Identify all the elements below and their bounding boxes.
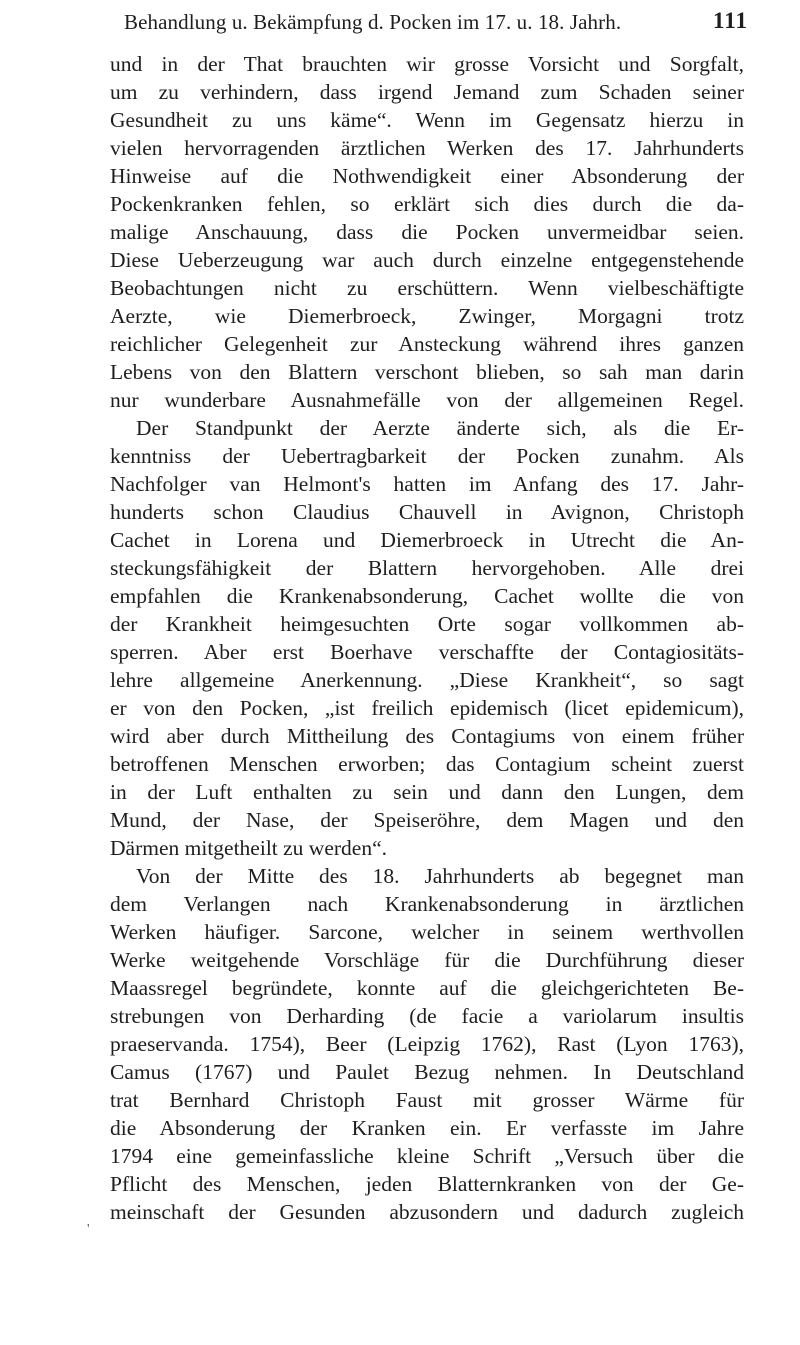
body-text: [110, 50, 744, 1226]
text-line: um zu verhindern, dass irgend Jemand zum Schaden seiner: [110, 80, 744, 104]
text-line: Werken häufiger. Sarcone, welcher in seinem werthvollen: [110, 920, 744, 944]
text-line: meinschaft der Gesunden abzusondern und dadurch zugleich: [110, 1200, 744, 1224]
text-line: Gesundheit zu uns käme“. Wenn im Gegensatz hierzu in: [110, 108, 744, 132]
text-line: reichlicher Gelegenheit zur Ansteckung während ihres ganzen: [110, 332, 744, 356]
text-line: dem Verlangen nach Krankenabsonderung in ärztlichen: [110, 892, 744, 916]
text-line: 1794 eine gemeinfassliche kleine Schrift „Versuch über die: [110, 1144, 744, 1168]
text-line: Hinweise auf die Nothwendigkeit einer Absonderung der: [110, 164, 744, 188]
text-line: vielen hervorragenden ärztlichen Werken des 17. Jahrhunderts: [110, 136, 744, 160]
text-line: kenntniss der Uebertragbarkeit der Pocken zunahm. Als: [110, 444, 744, 468]
text-line: Von der Mitte des 18. Jahrhunderts ab begegnet man: [136, 864, 744, 888]
page-number: 111: [713, 8, 748, 33]
text-line: Werke weitgehende Vorschläge für die Durchführung dieser: [110, 948, 744, 972]
text-line: praeservanda. 1754), Beer (Leipzig 1762), Rast (Lyon 1763),: [110, 1032, 744, 1056]
text-line: Nachfolger van Helmont's hatten im Anfang des 17. Jahr-: [110, 472, 744, 496]
text-line: nur wunderbare Ausnahmefälle von der allgemeinen Regel.: [110, 388, 744, 412]
text-line: malige Anschauung, dass die Pocken unvermeidbar seien.: [110, 220, 744, 244]
text-line: trat Bernhard Christoph Faust mit grosser Wärme für: [110, 1088, 744, 1112]
text-line: Beobachtungen nicht zu erschüttern. Wenn vielbeschäftigte: [110, 276, 744, 300]
text-line: sperren. Aber erst Boerhave verschaffte der Contagiositäts-: [110, 640, 744, 664]
text-line: betroffenen Menschen erworben; das Contagium scheint zuerst: [110, 752, 744, 776]
text-line: die Absonderung der Kranken ein. Er verfasste im Jahre: [110, 1116, 744, 1140]
text-line: Lebens von den Blattern verschont blieben, so sah man darin: [110, 360, 744, 384]
text-line: in der Luft enthalten zu sein und dann den Lungen, dem: [110, 780, 744, 804]
text-line: hunderts schon Claudius Chauvell in Avignon, Christoph: [110, 500, 744, 524]
margin-mark: ': [87, 1222, 90, 1237]
text-line: empfahlen die Krankenabsonderung, Cachet wollte die von: [110, 584, 744, 608]
text-line: Aerzte, wie Diemerbroeck, Zwinger, Morgagni trotz: [110, 304, 744, 328]
text-line: der Krankheit heimgesuchten Orte sogar vollkommen ab-: [110, 612, 744, 636]
text-line: Diese Ueberzeugung war auch durch einzelne entgegenstehende: [110, 248, 744, 272]
text-line: Pflicht des Menschen, jeden Blatternkranken von der Ge-: [110, 1172, 744, 1196]
text-line: strebungen von Derharding (de facie a variolarum insultis: [110, 1004, 744, 1028]
text-line: Maassregel begründete, konnte auf die gleichgerichteten Be-: [110, 976, 744, 1000]
text-line: Mund, der Nase, der Speiseröhre, dem Magen und den: [110, 808, 744, 832]
text-line: Camus (1767) und Paulet Bezug nehmen. In Deutschland: [110, 1060, 744, 1084]
running-title: Behandlung u. Bekämpfung d. Pocken im 17. u. 18. Jahrh.: [124, 10, 622, 34]
text-line: wird aber durch Mittheilung des Contagiums von einem früher: [110, 724, 744, 748]
text-line: Pockenkranken fehlen, so erklärt sich dies durch die da-: [110, 192, 744, 216]
text-line: steckungsfähigkeit der Blattern hervorgehoben. Alle drei: [110, 556, 744, 580]
text-line: er von den Pocken, „ist freilich epidemisch (licet epidemicum),: [110, 696, 744, 720]
text-line: Cachet in Lorena und Diemerbroeck in Utrecht die An-: [110, 528, 744, 552]
running-head: [120, 6, 748, 36]
text-line: und in der That brauchten wir grosse Vorsicht und Sorgfalt,: [110, 52, 744, 76]
text-line: lehre allgemeine Anerkennung. „Diese Krankheit“, so sagt: [110, 668, 744, 692]
text-line: Därmen mitgetheilt zu werden“.: [110, 836, 388, 860]
text-line: Der Standpunkt der Aerzte änderte sich, als die Er-: [136, 416, 744, 440]
